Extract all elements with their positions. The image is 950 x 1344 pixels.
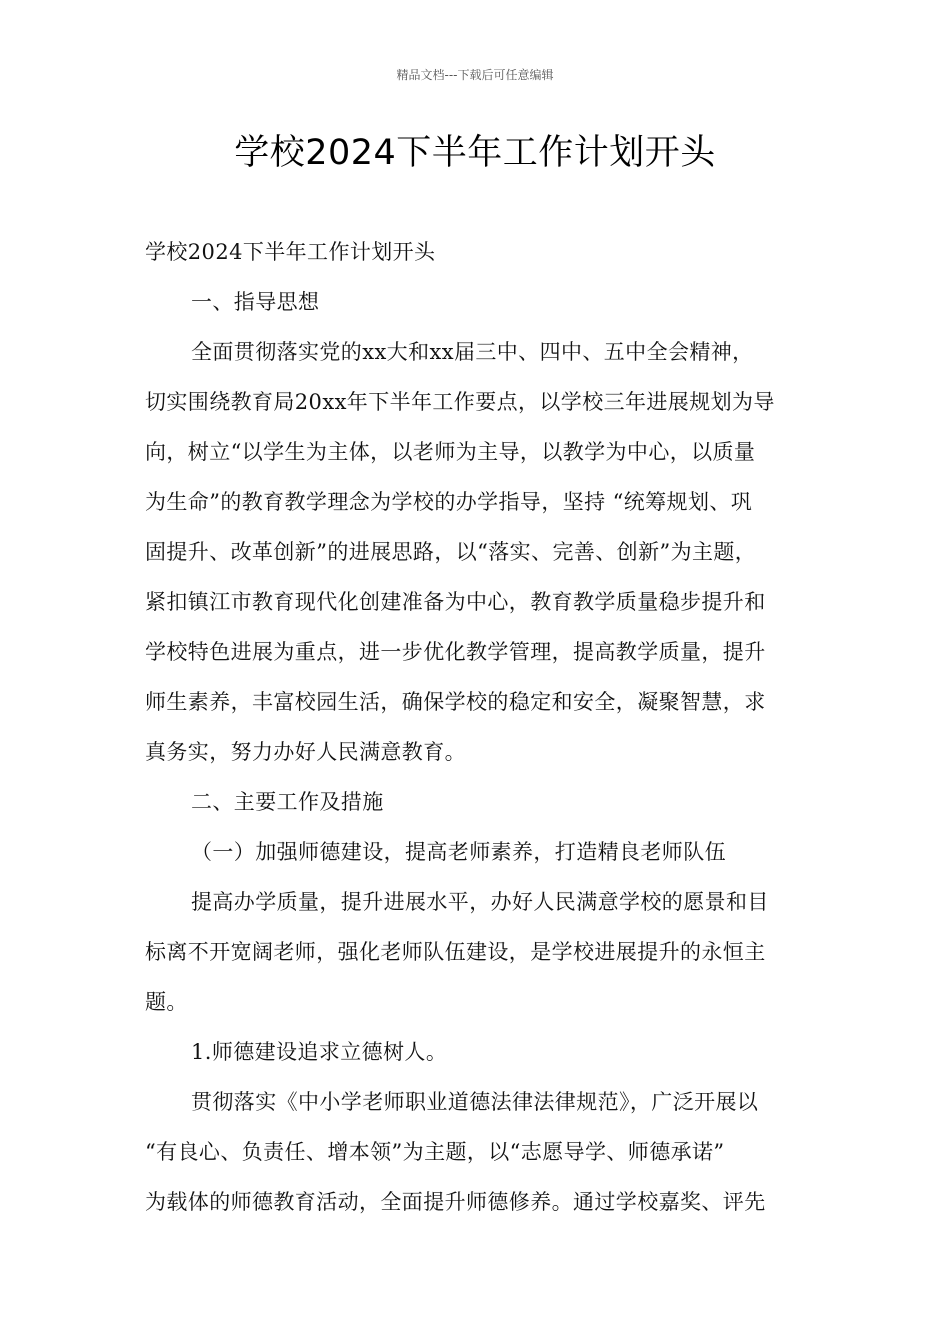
body-line: 标离不开宽阔老师，强化老师队伍建设，是学校进展提升的永恒主 bbox=[145, 940, 766, 964]
body-line: 全面贯彻落实党的xx大和xx届三中、四中、五中全会精神， bbox=[191, 340, 754, 364]
body-line: 切实围绕教育局20xx年下半年工作要点，以学校三年进展规划为导 bbox=[145, 390, 775, 414]
body-line: “有良心、负责任、增本领”为主题，以“志愿导学、师德承诺” bbox=[145, 1140, 725, 1164]
body-line: 固提升、改革创新”的进展思路，以“落实、完善、创新”为主题， bbox=[145, 540, 757, 564]
body-line-subtitle: 学校2024下半年工作计划开头 bbox=[145, 240, 436, 264]
body-line: 为载体的师德教育活动，全面提升师德修养。通过学校嘉奖、评先 bbox=[145, 1190, 766, 1214]
body-line: 真务实，努力办好人民满意教育。 bbox=[145, 740, 466, 764]
body-line: 为生命”的教育教学理念为学校的办学指导，坚持 “统筹规划、巩 bbox=[145, 490, 753, 514]
body-line: 向，树立“以学生为主体，以老师为主导，以教学为中心，以质量 bbox=[145, 440, 756, 464]
header-note: 精品文档---下载后可任意编辑 bbox=[396, 68, 554, 82]
body-line: 紧扣镇江市教育现代化创建准备为中心，教育教学质量稳步提升和 bbox=[145, 590, 766, 614]
body-line: 师生素养，丰富校园生活，确保学校的稳定和安全，凝聚智慧，求 bbox=[145, 690, 766, 714]
subsection-heading: （一）加强师德建设，提高老师素养，打造精良老师队伍 bbox=[191, 840, 726, 864]
item-heading: 1.师德建设追求立德树人。 bbox=[191, 1040, 448, 1064]
body-line: 贯彻落实《中小学老师职业道德法律法律规范》，广泛开展以 bbox=[191, 1090, 759, 1114]
document-body bbox=[145, 227, 817, 1227]
body-line: 学校特色进展为重点，进一步优化教学管理，提高教学质量，提升 bbox=[145, 640, 766, 664]
body-line: 提高办学质量，提升进展水平，办好人民满意学校的愿景和目 bbox=[191, 890, 769, 914]
section-heading-1: 一、指导思想 bbox=[191, 290, 320, 314]
document-title: 学校2024下半年工作计划开头 bbox=[234, 133, 716, 173]
body-line: 题。 bbox=[145, 990, 188, 1014]
section-heading-2: 二、主要工作及措施 bbox=[191, 790, 384, 814]
